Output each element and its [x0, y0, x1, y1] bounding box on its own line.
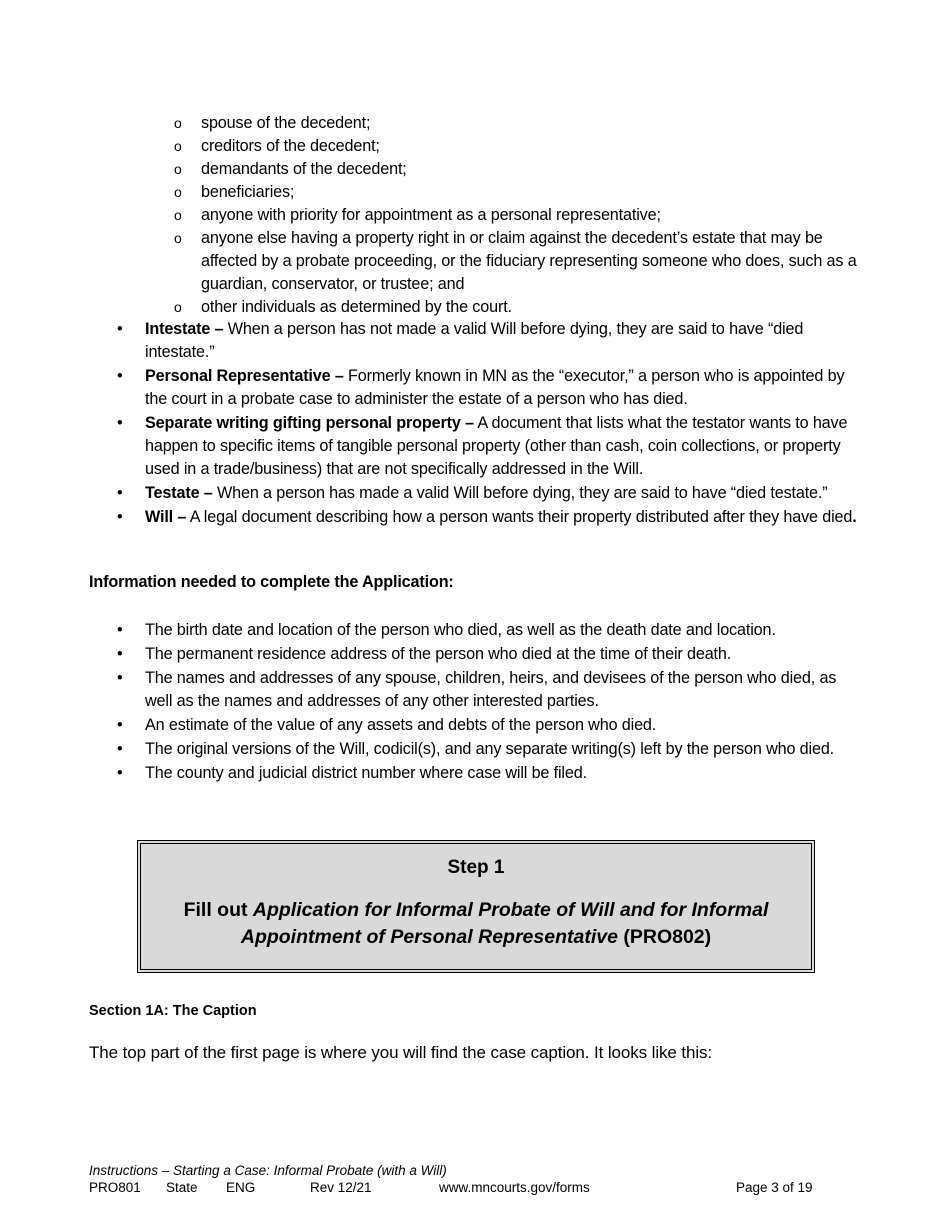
definition-text: Formerly known in MN as the “executor,” a person who is appointed by the court in a probate case to administer the estate of a person who has died. [145, 367, 845, 408]
bullet-icon: • [117, 414, 123, 432]
definition-item [117, 318, 865, 364]
info-heading: Information needed to complete the Application: [89, 573, 454, 591]
circle-bullet-icon: o [174, 299, 182, 315]
footer-row [89, 1179, 829, 1196]
info-item: • The original versions of the Will, codicil(s), and any separate writing(s) left by the person who died. [117, 738, 857, 761]
circle-bullet-icon: o [174, 138, 182, 154]
info-item: • The permanent residence address of the person who died at the time of their death. [117, 643, 857, 666]
bullet-icon: • [117, 367, 123, 385]
circle-bullet-icon: o [174, 184, 182, 200]
form-code: PRO801 [89, 1180, 141, 1195]
definition-text: When a person has made a valid Will before dying, they are said to have “died testate.” [212, 484, 828, 502]
bullet-icon: • [117, 740, 123, 758]
step-box [137, 840, 815, 973]
bullet-icon: • [117, 669, 123, 687]
definition-text: When a person has not made a valid Will before dying, they are said to have “died intestate.” [145, 320, 804, 361]
list-item: o anyone else having a property right in or claim against the decedent’s estate that may be affected by a probate proceeding, or the fiduciary representing someone who does, such as a guardian, conservator, or trustee; and [174, 229, 857, 293]
definition-item [117, 506, 865, 529]
footer-url[interactable]: www.mncourts.gov/forms [439, 1180, 590, 1195]
page-footer [89, 1162, 829, 1196]
step-instruction: Fill out Application for Informal Probate of Will and for Informal Appointment of Personal Representative (PRO802) [183, 899, 769, 948]
circle-bullet-icon: o [174, 161, 182, 177]
info-item: • An estimate of the value of any assets and debts of the person who died. [117, 714, 857, 737]
list-item: o other individuals as determined by the court. [174, 296, 874, 319]
footer-title: Instructions – Starting a Case: Informal Probate (with a Will) [89, 1163, 447, 1178]
definition-term: Separate writing gifting personal property – [145, 414, 474, 432]
form-title: Application for Informal Probate of Will and for Informal Appointment of Personal Representative [240, 899, 769, 948]
bullet-icon: • [117, 645, 123, 663]
bullet-icon: • [117, 320, 123, 338]
definition-item [117, 482, 865, 505]
circle-bullet-icon: o [174, 207, 182, 223]
list-item: o demandants of the decedent; [174, 158, 874, 181]
info-item: • The county and judicial district number where case will be filed. [117, 762, 857, 785]
circle-bullet-icon: o [174, 230, 182, 246]
page-number: Page 3 of 19 [736, 1180, 813, 1195]
section-heading: Section 1A: The Caption [89, 1003, 257, 1019]
definition-term: Intestate – [145, 320, 224, 338]
info-item: • The names and addresses of any spouse, children, heirs, and devisees of the person who died, as well as the names and addresses of any other interested parties. [117, 669, 837, 710]
list-item: o spouse of the decedent; [174, 112, 874, 135]
list-item: o creditors of the decedent; [174, 135, 874, 158]
definition-text: A document that lists what the testator wants to have happen to specific items of tangible personal property (other than cash, coin collections, or property used in a trade/business) that are not specifically addressed in the Will. [145, 414, 848, 478]
definition-text: A legal document describing how a person wants their property distributed after they have died [186, 508, 853, 526]
list-item: o anyone with priority for appointment as a personal representative; [174, 204, 874, 227]
revision: Rev 12/21 [310, 1180, 372, 1195]
info-list [117, 619, 857, 786]
definition-term: Personal Representative – [145, 367, 344, 385]
definition-end: . [852, 508, 857, 526]
section-text: The top part of the first page is where you will find the case caption. It looks like this: [89, 1043, 713, 1062]
bullet-icon: • [117, 484, 123, 502]
bullet-icon: • [117, 716, 123, 734]
bullet-icon: • [117, 764, 123, 782]
circle-bullet-icon: o [174, 115, 182, 131]
info-item: • The birth date and location of the person who died, as well as the death date and location. [117, 619, 857, 642]
definition-term: Will – [145, 508, 187, 526]
jurisdiction: State [166, 1180, 198, 1195]
bullet-icon: • [117, 508, 123, 526]
definition-item [117, 365, 865, 411]
definitions-list [117, 318, 865, 530]
definition-item [117, 412, 865, 481]
definition-term: Testate – [145, 484, 213, 502]
step-title: Step 1 [447, 857, 505, 878]
list-item: o beneficiaries; [174, 181, 874, 204]
interested-parties-list [174, 112, 874, 319]
bullet-icon: • [117, 621, 123, 639]
language: ENG [226, 1180, 256, 1195]
